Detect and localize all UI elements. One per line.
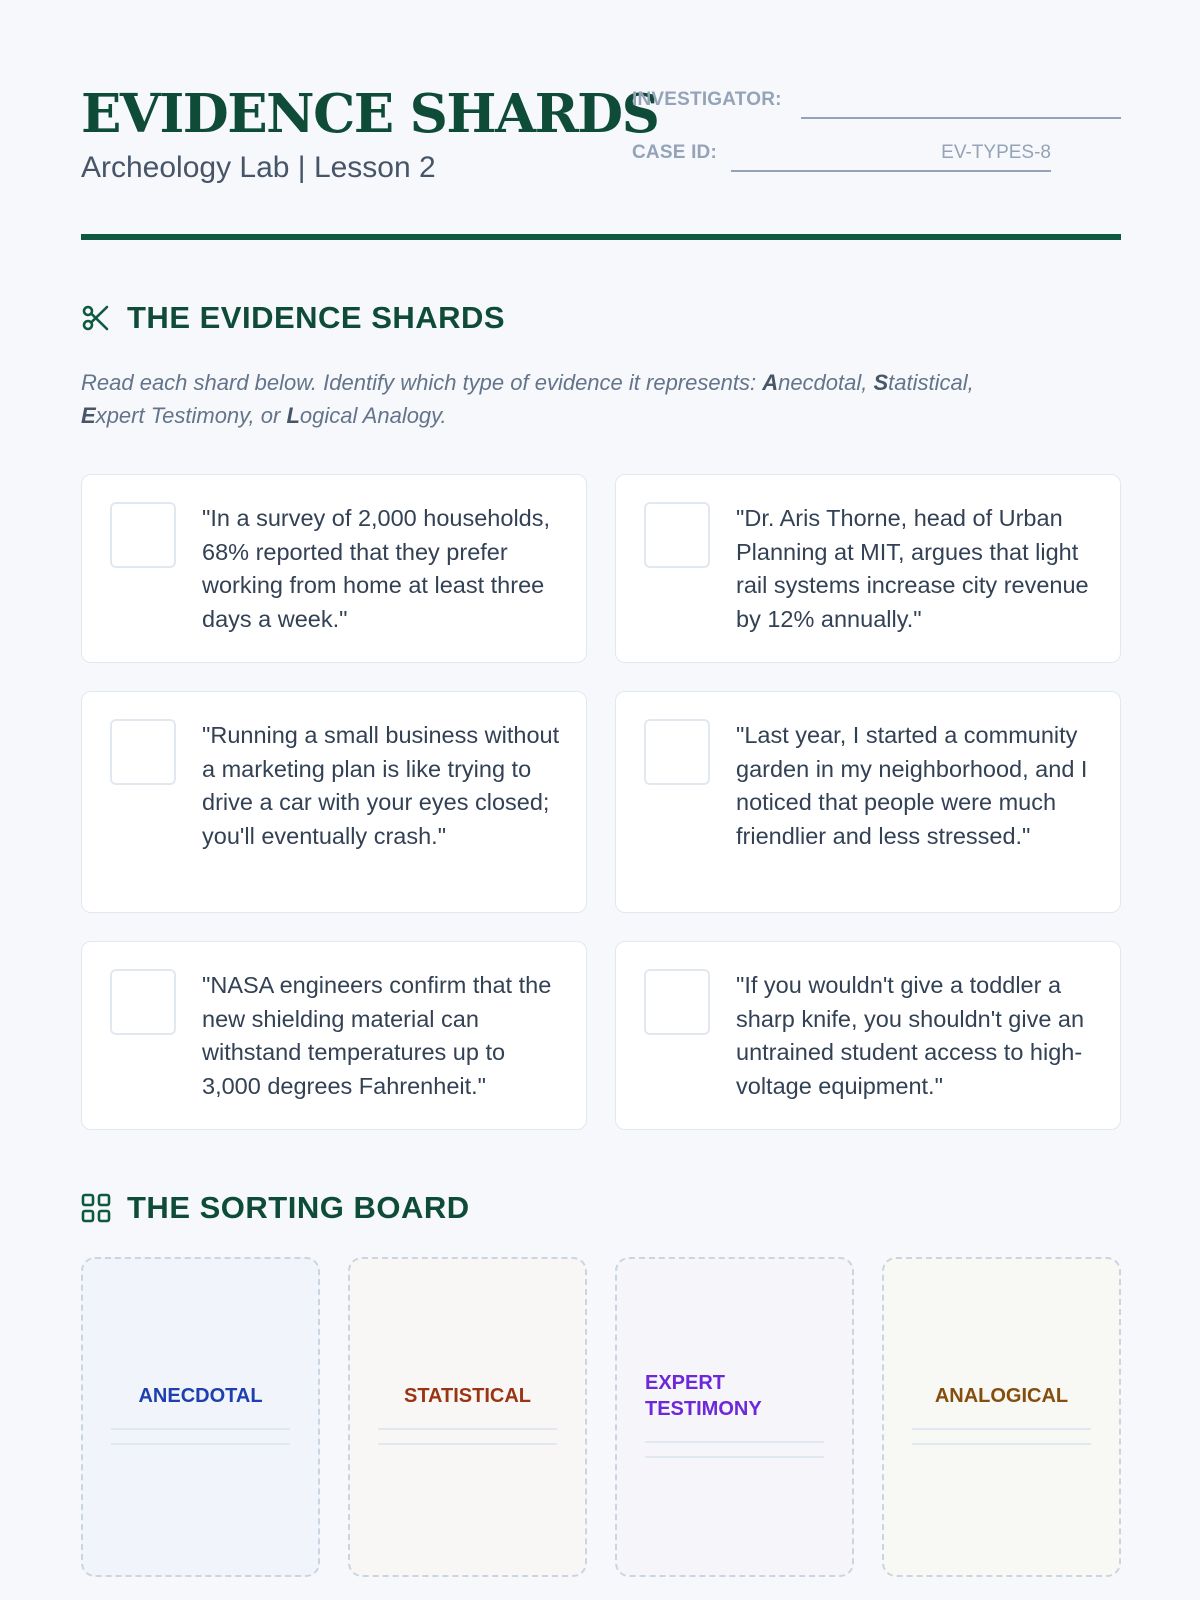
page-subtitle: Archeology Lab | Lesson 2 [81, 151, 436, 184]
option-initial: E [81, 403, 96, 428]
page-title: EVIDENCE SHARDS [81, 83, 659, 145]
shard-quote: "Dr. Aris Thorne, head of Urban Planning at MIT, argues that light rail systems increase city revenue by 12% annually." [736, 505, 1089, 632]
investigator-label: INVESTIGATOR: [632, 89, 782, 110]
bin-line [645, 1441, 824, 1443]
bin-label: EXPERT TESTIMONY [645, 1372, 762, 1420]
shard-quote: "Last year, I started a community garden in my neighborhood, and I noticed that people were much friendlier and less stressed." [736, 722, 1088, 849]
bin-label: ANALOGICAL [934, 1385, 1069, 1407]
option-initial: L [286, 403, 300, 428]
instructions [81, 366, 1121, 432]
answer-box[interactable] [110, 969, 176, 1035]
bin-expert-testimony[interactable] [615, 1257, 854, 1577]
shard-card [81, 474, 587, 663]
option-rest: xpert Testimony, or [95, 403, 287, 428]
shard-quote: "In a survey of 2,000 households, 68% reported that they prefer working from home at least three days a week." [202, 505, 551, 632]
bin-label: ANECDOTAL [138, 1385, 263, 1407]
case-id-value: EV-TYPES-8 [941, 142, 1051, 163]
bin-line [912, 1443, 1091, 1445]
worksheet-page [81, 0, 1121, 1600]
bin-label: STATISTICAL [403, 1385, 532, 1407]
option-rest: ogical Analogy. [299, 403, 447, 428]
bin-line [111, 1428, 290, 1430]
shard-quote: "NASA engineers confirm that the new shielding material can withstand temperatures up to 3,000 degrees Fahrenheit." [202, 972, 552, 1099]
grid-icon [81, 1193, 111, 1223]
board-heading-label: THE SORTING BOARD [127, 1190, 470, 1225]
case-id-field[interactable] [731, 170, 1051, 172]
bin-analogical[interactable] [882, 1257, 1121, 1577]
shard-quote: "If you wouldn't give a toddler a sharp knife, you shouldn't give an untrained student access to high-voltage equipment." [736, 972, 1085, 1099]
instructions-lead: Read each shard below. Identify which type of evidence it represents: [81, 370, 763, 395]
case-id-label: CASE ID: [632, 142, 717, 163]
option-initial: S [873, 370, 889, 395]
shards-heading-label: THE EVIDENCE SHARDS [127, 300, 506, 335]
header-divider [81, 234, 1121, 240]
shard-card [615, 941, 1121, 1130]
shard-card [81, 941, 587, 1130]
answer-box[interactable] [644, 502, 710, 568]
option-rest: necdotal, [778, 370, 874, 395]
answer-box[interactable] [110, 719, 176, 785]
shard-card [81, 691, 587, 913]
bin-line [111, 1443, 290, 1445]
bin-anecdotal[interactable] [81, 1257, 320, 1577]
shard-quote: "Running a small business without a marketing plan is like trying to drive a car with your eyes closed; you'll eventually crash." [202, 722, 560, 849]
shard-card [615, 691, 1121, 913]
option-initial: A [762, 370, 779, 395]
option-rest: tatistical, [888, 370, 974, 395]
answer-box[interactable] [644, 969, 710, 1035]
bin-line [912, 1428, 1091, 1430]
board-heading [81, 1190, 470, 1226]
bin-line [378, 1443, 557, 1445]
bin-line [378, 1428, 557, 1430]
shards-heading [81, 300, 505, 336]
answer-box[interactable] [644, 719, 710, 785]
answer-box[interactable] [110, 502, 176, 568]
scissors-icon [81, 303, 111, 333]
bin-line [645, 1456, 824, 1458]
bin-statistical[interactable] [348, 1257, 587, 1577]
shard-card [615, 474, 1121, 663]
investigator-field[interactable] [801, 117, 1121, 119]
